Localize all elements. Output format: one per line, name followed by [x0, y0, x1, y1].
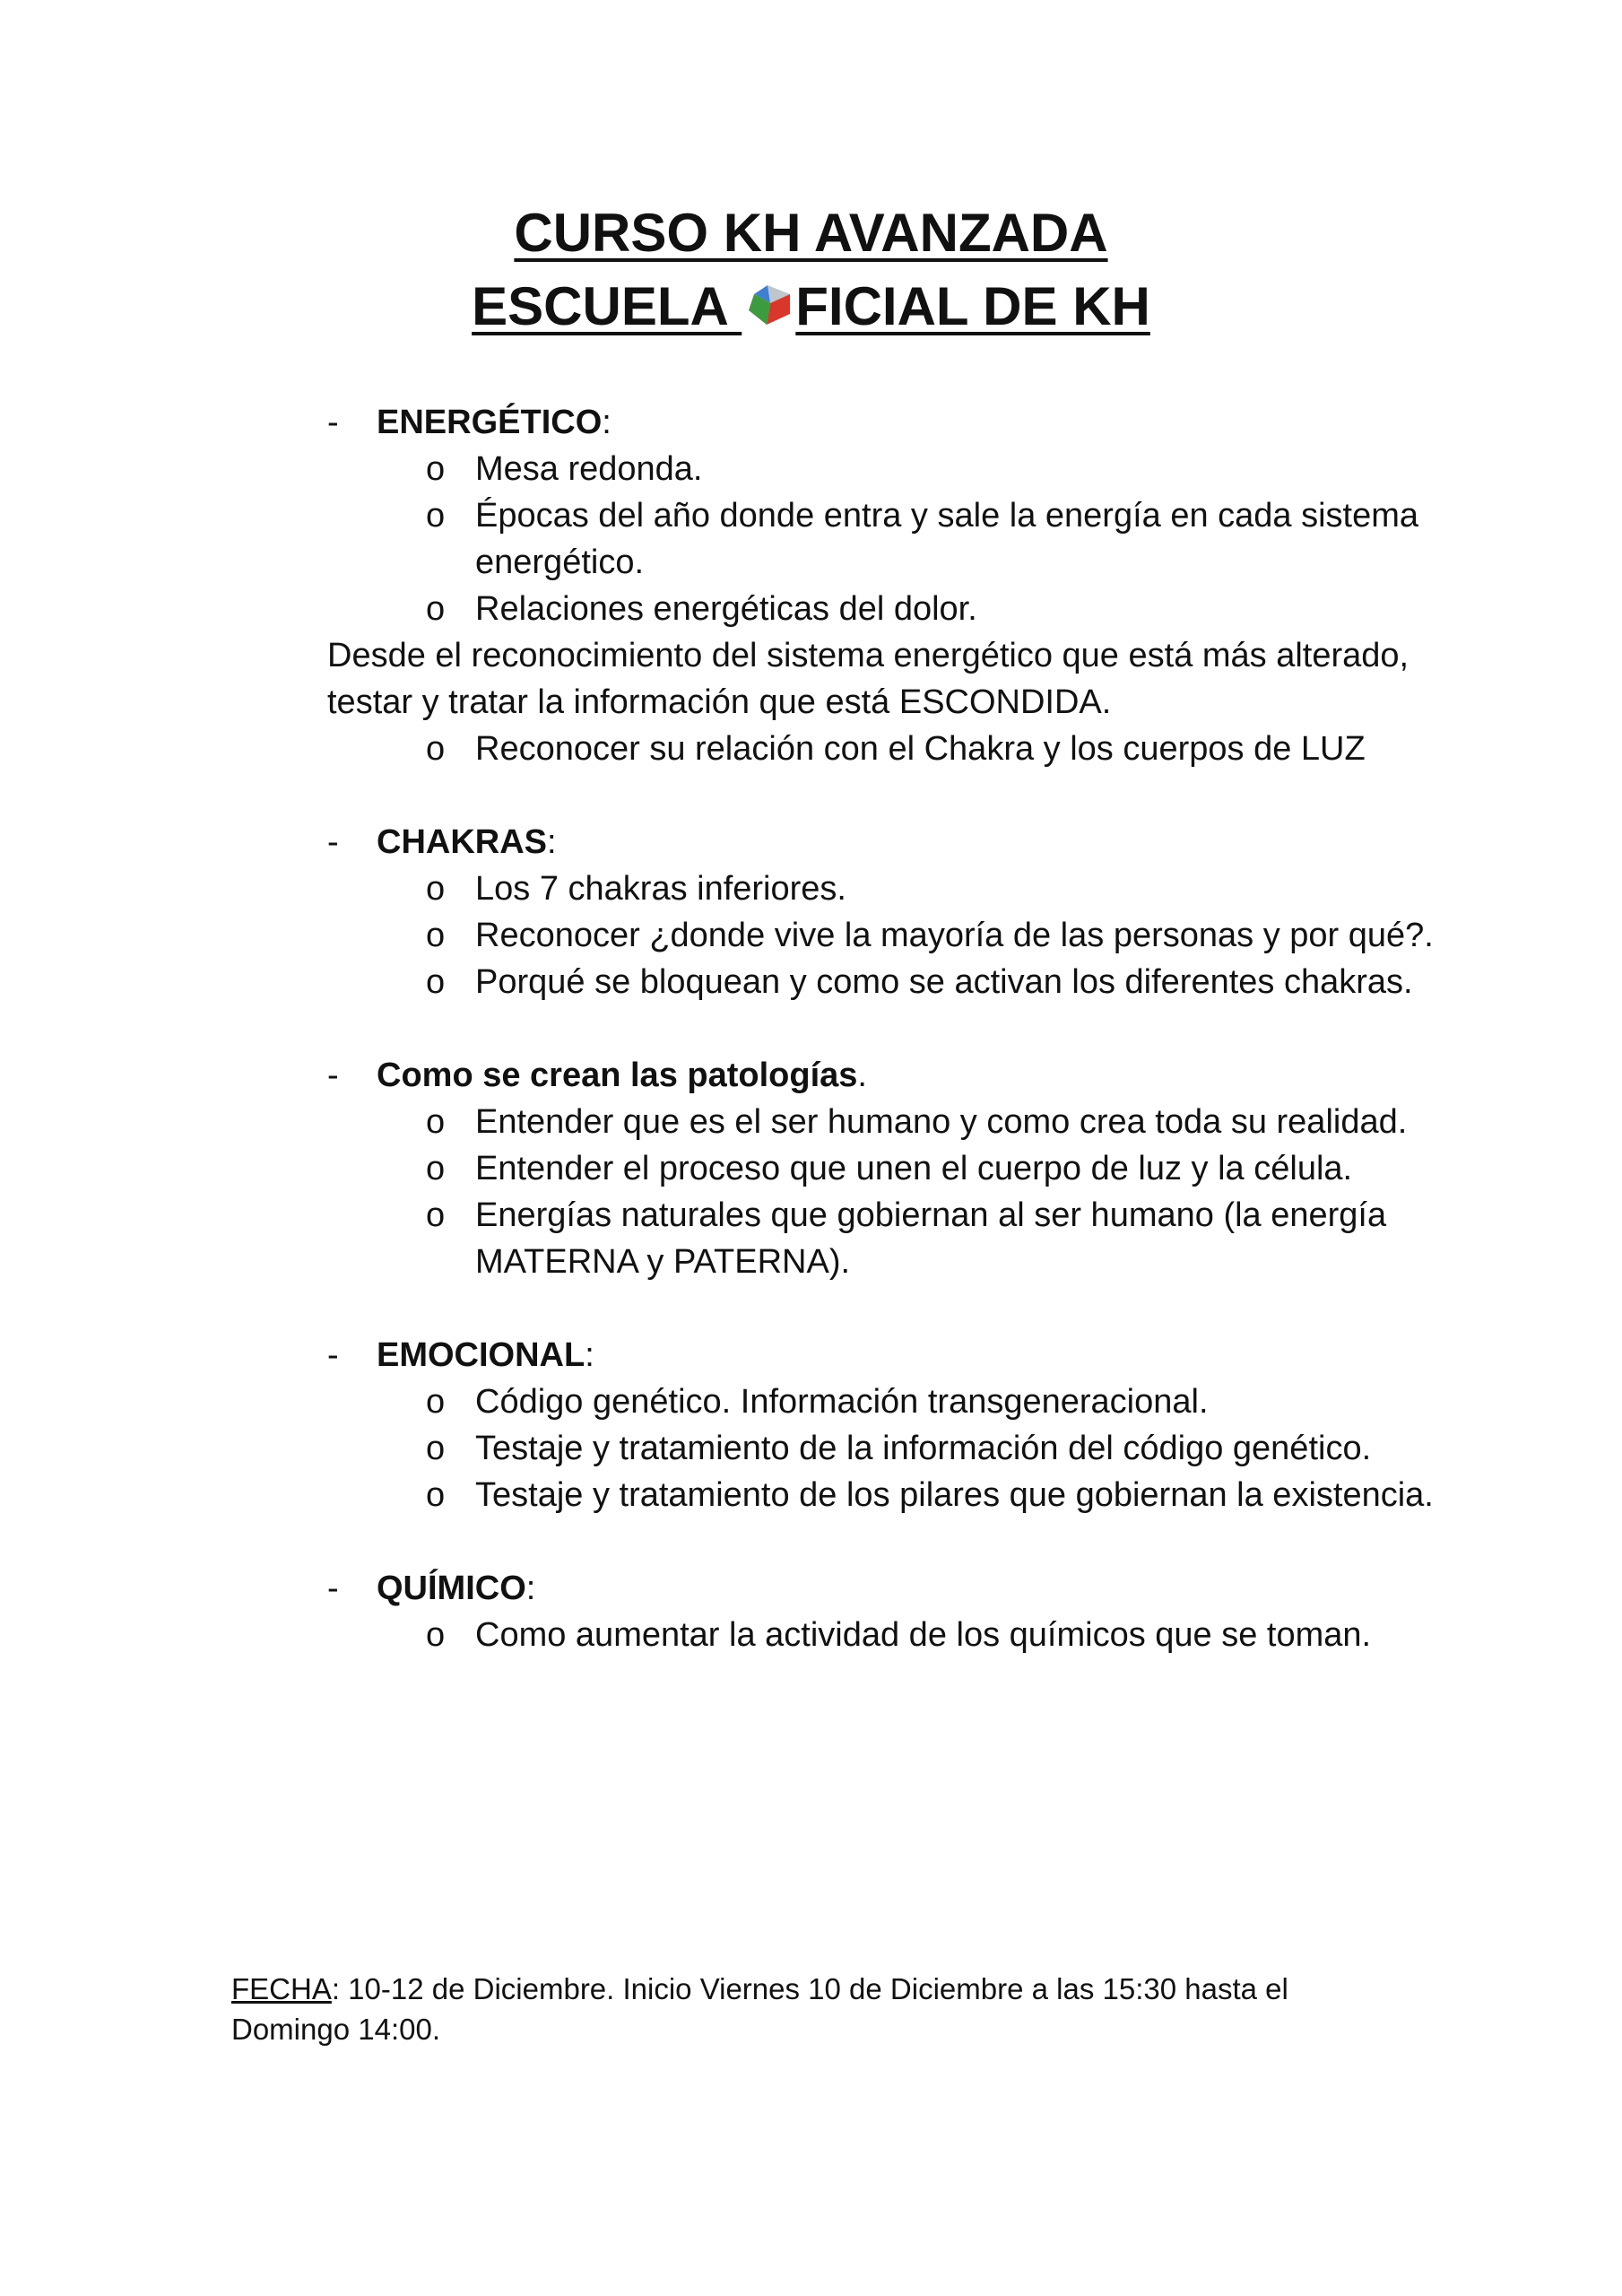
bullet-marker: o — [426, 730, 446, 768]
bullet-marker: o — [426, 1150, 446, 1187]
heading-text: ENERGÉTICO — [377, 404, 603, 441]
list-item — [327, 1612, 1502, 1658]
bullet-marker: o — [426, 1476, 446, 1514]
bullet-list — [327, 1612, 1502, 1658]
list-item — [327, 1378, 1502, 1425]
section-heading — [327, 1052, 1502, 1099]
section-chakras — [327, 819, 1502, 1005]
bullet-marker: o — [426, 963, 446, 1001]
list-item — [327, 726, 1502, 772]
list-item — [327, 1099, 1502, 1145]
section-heading — [327, 1565, 1502, 1612]
item-text: Los 7 chakras inferiores. — [475, 870, 846, 908]
dash-marker: - — [327, 1057, 339, 1094]
dash-marker: - — [327, 823, 339, 861]
date-text: : 10-12 de Diciembre. Inicio Viernes 10 de Diciembre a las 15:30 hasta el Domingo 14:00. — [231, 1972, 1288, 2046]
bullet-marker: o — [426, 1103, 446, 1141]
item-text: Código genético. Información transgeneracional. — [475, 1383, 1209, 1421]
item-text: Mesa redonda. — [475, 450, 703, 488]
item-text: Entender el proceso que unen el cuerpo de luz y la célula. — [475, 1150, 1353, 1187]
item-text: Entender que es el ser humano y como crea toda su realidad. — [475, 1103, 1408, 1141]
bullet-marker: o — [426, 497, 446, 535]
bullet-list — [327, 1378, 1502, 1518]
list-item — [327, 1192, 1502, 1285]
page-title: CURSO KH AVANZADA — [514, 203, 1108, 263]
item-text: Reconocer su relación con el Chakra y los cuerpos de LUZ — [475, 730, 1366, 768]
item-text: Épocas del año donde entra y sale la energía en cada sistema energético. — [475, 497, 1419, 581]
heading-text: EMOCIONAL — [377, 1336, 585, 1374]
bullet-marker: o — [426, 917, 446, 954]
list-item — [327, 586, 1502, 632]
bullet-marker: o — [426, 450, 446, 488]
section-emocional — [327, 1332, 1502, 1518]
section-patologias — [327, 1052, 1502, 1285]
item-text: Reconocer ¿donde vive la mayoría de las personas y por qué?. — [475, 917, 1434, 954]
subtitle-after-logo: FICIAL DE KH — [795, 276, 1150, 336]
list-item — [327, 446, 1502, 492]
bullet-list — [327, 1099, 1502, 1285]
escuela-logo-icon — [743, 282, 794, 332]
section-quimico — [327, 1565, 1502, 1658]
bullet-marker: o — [426, 1616, 446, 1654]
date-footer — [231, 1969, 1397, 2049]
item-text: Porqué se bloquean y como se activan los diferentes chakras. — [475, 963, 1413, 1001]
section-heading — [327, 819, 1502, 865]
bullet-marker: o — [426, 1196, 446, 1234]
item-text: Relaciones energéticas del dolor. — [475, 590, 977, 628]
heading-text: QUÍMICO — [377, 1570, 526, 1607]
dash-marker: - — [327, 1570, 339, 1607]
list-item — [327, 492, 1502, 586]
bullet-list — [327, 726, 1502, 772]
heading-punct: : — [602, 404, 612, 441]
dash-marker: - — [327, 404, 339, 441]
heading-text: CHAKRAS — [377, 823, 547, 861]
bullet-list — [327, 446, 1502, 632]
heading-text: Como se crean las patologías — [377, 1057, 858, 1094]
dash-marker: - — [327, 1336, 339, 1374]
section-energetico — [327, 399, 1502, 772]
section-heading — [327, 1332, 1502, 1378]
bullet-marker: o — [426, 590, 446, 628]
item-text: Testaje y tratamiento de la información del código genético. — [475, 1430, 1372, 1467]
list-item — [327, 912, 1502, 959]
heading-punct: . — [857, 1057, 867, 1094]
section-heading — [327, 399, 1502, 446]
heading-punct: : — [525, 1570, 536, 1607]
bullet-marker: o — [426, 1430, 446, 1467]
item-text: Como aumentar la actividad de los químicos que se toman. — [475, 1616, 1372, 1654]
bullet-marker: o — [426, 870, 446, 908]
bullet-list — [327, 865, 1502, 1005]
page-subtitle — [0, 269, 1622, 344]
course-content — [327, 399, 1502, 1705]
heading-punct: : — [547, 823, 557, 861]
heading-punct: : — [585, 1336, 594, 1374]
subtitle-before-logo: ESCUELA — [472, 276, 742, 336]
section-paragraph: Desde el reconocimiento del sistema energético que está más alterado, testar y tratar la información que está ESCONDIDA. — [327, 637, 1409, 721]
list-item — [327, 1145, 1502, 1192]
list-item — [327, 865, 1502, 912]
list-item — [327, 959, 1502, 1005]
date-label: FECHA — [231, 1972, 332, 2005]
list-item — [327, 1472, 1502, 1518]
bullet-marker: o — [426, 1383, 446, 1421]
item-text: Energías naturales que gobiernan al ser humano (la energía MATERNA y PATERNA). — [475, 1196, 1387, 1281]
list-item — [327, 1425, 1502, 1472]
item-text: Testaje y tratamiento de los pilares que gobiernan la existencia. — [475, 1476, 1434, 1514]
